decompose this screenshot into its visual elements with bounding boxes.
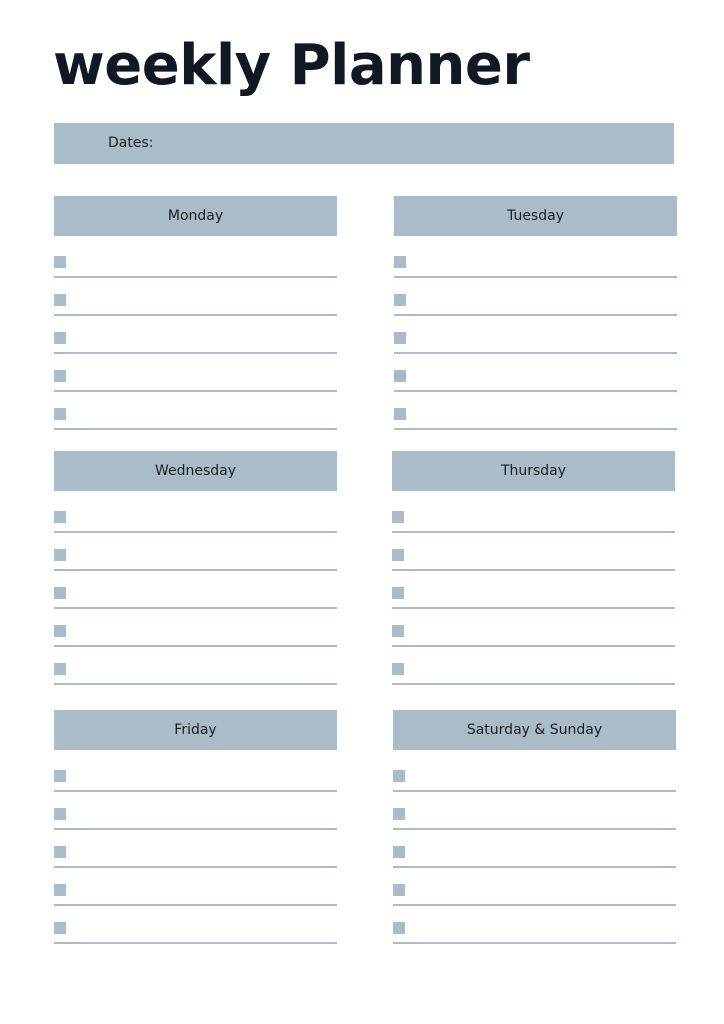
task-row[interactable] [54, 392, 337, 430]
checkbox[interactable] [54, 549, 66, 561]
task-row[interactable] [54, 240, 337, 278]
checkbox[interactable] [54, 294, 66, 306]
task-row[interactable] [54, 868, 337, 906]
day-header-thursday [392, 451, 675, 491]
day-section-weekend [393, 710, 676, 944]
checkbox[interactable] [394, 370, 406, 382]
day-label: Thursday [500, 463, 567, 479]
task-row[interactable] [54, 906, 337, 944]
task-row[interactable] [394, 240, 677, 278]
task-row[interactable] [54, 754, 337, 792]
task-row[interactable] [393, 754, 676, 792]
checkbox[interactable] [54, 511, 66, 523]
task-row[interactable] [394, 278, 677, 316]
checkbox[interactable] [54, 587, 66, 599]
checkbox[interactable] [393, 884, 405, 896]
day-label: Wednesday [154, 463, 237, 479]
task-row[interactable] [393, 792, 676, 830]
dates-label: Dates: [108, 135, 154, 151]
task-row[interactable] [394, 392, 677, 430]
checkbox[interactable] [392, 549, 404, 561]
day-section-monday [54, 196, 337, 430]
task-row[interactable] [392, 647, 675, 685]
task-row[interactable] [392, 533, 675, 571]
day-label: Tuesday [507, 208, 564, 224]
task-row[interactable] [392, 571, 675, 609]
task-row[interactable] [394, 316, 677, 354]
day-header-friday [54, 710, 337, 750]
task-row[interactable] [393, 830, 676, 868]
checkbox[interactable] [393, 808, 405, 820]
checkbox[interactable] [392, 663, 404, 675]
page-title: weekly Planner [53, 33, 530, 98]
checkbox[interactable] [394, 256, 406, 268]
task-row[interactable] [54, 647, 337, 685]
task-row[interactable] [54, 571, 337, 609]
task-row[interactable] [54, 792, 337, 830]
day-header-tuesday [394, 196, 677, 236]
task-row[interactable] [394, 354, 677, 392]
task-row[interactable] [54, 495, 337, 533]
dates-bar[interactable] [54, 123, 674, 164]
task-row[interactable] [392, 495, 675, 533]
day-section-wednesday [54, 451, 337, 685]
day-header-monday [54, 196, 337, 236]
day-label: Saturday & Sunday [466, 722, 603, 738]
checkbox[interactable] [394, 332, 406, 344]
checkbox[interactable] [394, 294, 406, 306]
day-header-wednesday [54, 451, 337, 491]
task-row[interactable] [54, 533, 337, 571]
task-row[interactable] [54, 830, 337, 868]
checkbox[interactable] [54, 663, 66, 675]
day-section-thursday [392, 451, 675, 685]
checkbox[interactable] [394, 408, 406, 420]
checkbox[interactable] [54, 846, 66, 858]
checkbox[interactable] [54, 884, 66, 896]
day-section-friday [54, 710, 337, 944]
checkbox[interactable] [393, 922, 405, 934]
task-row[interactable] [392, 609, 675, 647]
checkbox[interactable] [392, 625, 404, 637]
day-header-weekend [393, 710, 676, 750]
task-row[interactable] [393, 906, 676, 944]
checkbox[interactable] [54, 625, 66, 637]
task-row[interactable] [54, 278, 337, 316]
checkbox[interactable] [393, 846, 405, 858]
checkbox[interactable] [54, 922, 66, 934]
task-row[interactable] [393, 868, 676, 906]
task-row[interactable] [54, 354, 337, 392]
day-label: Friday [174, 722, 217, 738]
checkbox[interactable] [54, 256, 66, 268]
checkbox[interactable] [392, 511, 404, 523]
checkbox[interactable] [393, 770, 405, 782]
day-section-tuesday [394, 196, 677, 430]
checkbox[interactable] [392, 587, 404, 599]
day-label: Monday [167, 208, 224, 224]
checkbox[interactable] [54, 332, 66, 344]
checkbox[interactable] [54, 770, 66, 782]
task-row[interactable] [54, 316, 337, 354]
checkbox[interactable] [54, 370, 66, 382]
checkbox[interactable] [54, 808, 66, 820]
task-row[interactable] [54, 609, 337, 647]
checkbox[interactable] [54, 408, 66, 420]
